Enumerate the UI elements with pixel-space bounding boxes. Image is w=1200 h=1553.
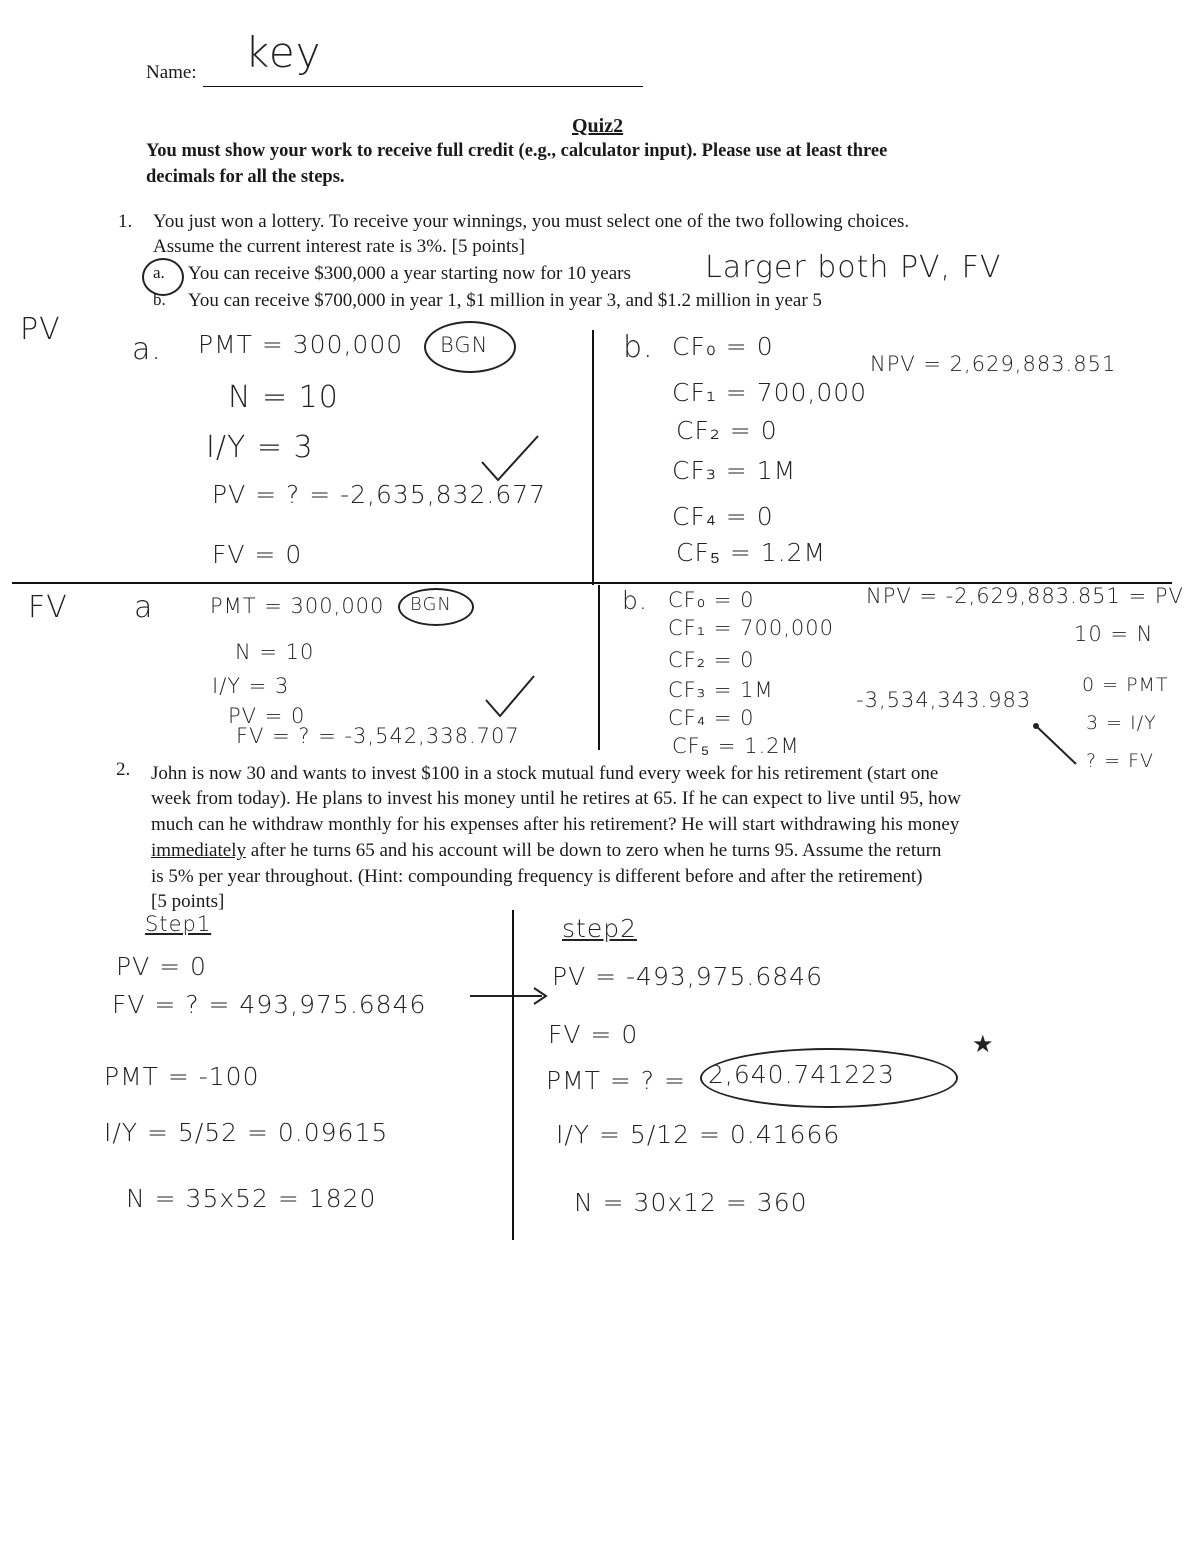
pv-divider bbox=[592, 330, 594, 585]
step2-fv: FV = 0 bbox=[548, 1020, 639, 1049]
q2-text-line3: much can he withdraw monthly for his expenses after his retirement? He will start withdrawing his money bbox=[151, 814, 960, 835]
q1-option-a-text: You can receive $300,000 a year starting now for 10 years bbox=[188, 263, 631, 284]
pv-a-n: N = 10 bbox=[228, 380, 339, 415]
pv-b-cf3: CF₃ = 1M bbox=[672, 456, 797, 485]
page-title: Quiz2 bbox=[572, 115, 624, 137]
fv-b-cf0: CF₀ = 0 bbox=[668, 588, 755, 612]
fv-b-cf1: CF₁ = 700,000 bbox=[668, 616, 834, 640]
fv-b-n: 10 = N bbox=[1074, 622, 1154, 646]
fv-a-iy: I/Y = 3 bbox=[212, 674, 290, 698]
step1-label: Step1 bbox=[145, 912, 212, 936]
q2-text-line4 bbox=[151, 840, 941, 862]
arrow-icon bbox=[468, 984, 550, 1008]
step1-n: N = 35x52 = 1820 bbox=[126, 1184, 377, 1213]
check-icon bbox=[478, 432, 542, 486]
pv-a-pmt: PMT = 300,000 bbox=[198, 330, 404, 359]
pv-a-fv: FV = 0 bbox=[212, 540, 303, 569]
step2-label: step2 bbox=[562, 914, 637, 943]
step2-pmt-answer: 2,640.741223 bbox=[708, 1060, 895, 1089]
pv-b-cf0: CF₀ = 0 bbox=[672, 332, 774, 361]
q1-answer-note: Larger both PV, FV bbox=[705, 250, 1002, 285]
instructions-line2: decimals for all the steps. bbox=[146, 167, 345, 187]
fv-b-pmt: 0 = PMT bbox=[1082, 674, 1169, 696]
step1-iy: I/Y = 5/52 = 0.09615 bbox=[104, 1118, 389, 1147]
step1-pmt: PMT = -100 bbox=[104, 1062, 260, 1091]
q2-text-line4-rest: after he turns 65 and his account will be down to zero when he turns 95. Assume the return bbox=[245, 840, 942, 861]
q1-option-b-label: b. bbox=[153, 290, 166, 309]
q2-text-line1: John is now 30 and wants to invest $100 in a stock mutual fund every week for his retirement (start one bbox=[151, 763, 939, 784]
step2-n: N = 30x12 = 360 bbox=[574, 1188, 808, 1217]
fv-side-label: FV bbox=[28, 590, 68, 625]
q1-option-b-text: You can receive $700,000 in year 1, $1 million in year 3, and $1.2 million in year 5 bbox=[188, 290, 822, 311]
fv-b-label: b. bbox=[622, 586, 648, 615]
fv-b-cf3: CF₃ = 1M bbox=[668, 678, 774, 702]
q1-number: 1. bbox=[118, 211, 133, 232]
name-label: Name: bbox=[146, 62, 197, 83]
pv-a-bgn: BGN bbox=[440, 333, 489, 357]
fv-a-bgn: BGN bbox=[410, 594, 452, 615]
q1-text-line1: You just won a lottery. To receive your winnings, you must select one of the two following choices. bbox=[153, 211, 910, 232]
q1-text-line2: Assume the current interest rate is 3%. [5 points] bbox=[153, 236, 525, 257]
pv-b-cf5: CF₅ = 1.2M bbox=[676, 538, 827, 567]
pv-b-npv: NPV = 2,629,883.851 bbox=[870, 352, 1117, 376]
pv-b-cf1: CF₁ = 700,000 bbox=[672, 378, 868, 407]
q2-text-line6: [5 points] bbox=[151, 891, 225, 912]
step2-iy: I/Y = 5/12 = 0.41666 bbox=[556, 1120, 841, 1149]
fv-a-pv: PV = 0 bbox=[228, 704, 306, 728]
instructions-line1: You must show your work to receive full credit (e.g., calculator input). Please use at least three bbox=[146, 141, 888, 161]
pv-b-cf2: CF₂ = 0 bbox=[676, 416, 778, 445]
check-icon bbox=[482, 672, 538, 720]
fv-b-iy: 3 = I/Y bbox=[1086, 712, 1157, 734]
pv-side-label: PV bbox=[20, 312, 61, 347]
step2-pmt-prefix: PMT = ? = bbox=[546, 1066, 686, 1095]
pv-b-label: b. bbox=[623, 330, 654, 365]
pv-a-iy: I/Y = 3 bbox=[206, 430, 314, 465]
q2-text-line2: week from today). He plans to invest his money until he retires at 65. If he can expect to live until 95, how bbox=[151, 788, 961, 809]
q2-divider bbox=[512, 910, 514, 1240]
pv-a-pv: PV = ? = -2,635,832.677 bbox=[212, 480, 547, 509]
fv-a-pmt: PMT = 300,000 bbox=[210, 594, 385, 618]
name-value: key bbox=[245, 28, 322, 77]
q1-option-a-label: a. bbox=[153, 263, 165, 282]
fv-a-label: a bbox=[134, 590, 154, 625]
fv-b-cf5: CF₅ = 1.2M bbox=[672, 734, 800, 758]
arrow-icon bbox=[1030, 720, 1082, 768]
star-icon: ★ bbox=[972, 1030, 995, 1058]
fv-divider bbox=[598, 585, 600, 750]
fv-b-cf2: CF₂ = 0 bbox=[668, 648, 755, 672]
fv-a-fv: FV = ? = -3,542,338.707 bbox=[236, 724, 520, 748]
q2-number: 2. bbox=[116, 759, 131, 780]
step2-pv: PV = -493,975.6846 bbox=[552, 962, 823, 991]
fv-b-cf4: CF₄ = 0 bbox=[668, 706, 755, 730]
pv-b-cf4: CF₄ = 0 bbox=[672, 502, 774, 531]
fv-a-n: N = 10 bbox=[235, 640, 315, 664]
q2-text-line5: is 5% per year throughout. (Hint: compounding frequency is different before and after the retirement) bbox=[151, 866, 923, 887]
pv-a-label: a. bbox=[132, 332, 162, 367]
fv-b-result: -3,534,343.983 bbox=[856, 688, 1032, 712]
fv-b-npv: NPV = -2,629,883.851 = PV bbox=[866, 584, 1184, 608]
name-underline bbox=[203, 86, 643, 87]
fv-b-fv: ? = FV bbox=[1086, 750, 1155, 772]
step1-pv: PV = 0 bbox=[116, 952, 207, 981]
step1-fv: FV = ? = 493,975.6846 bbox=[112, 990, 427, 1019]
q2-text-line4-underlined: immediately bbox=[151, 840, 246, 861]
